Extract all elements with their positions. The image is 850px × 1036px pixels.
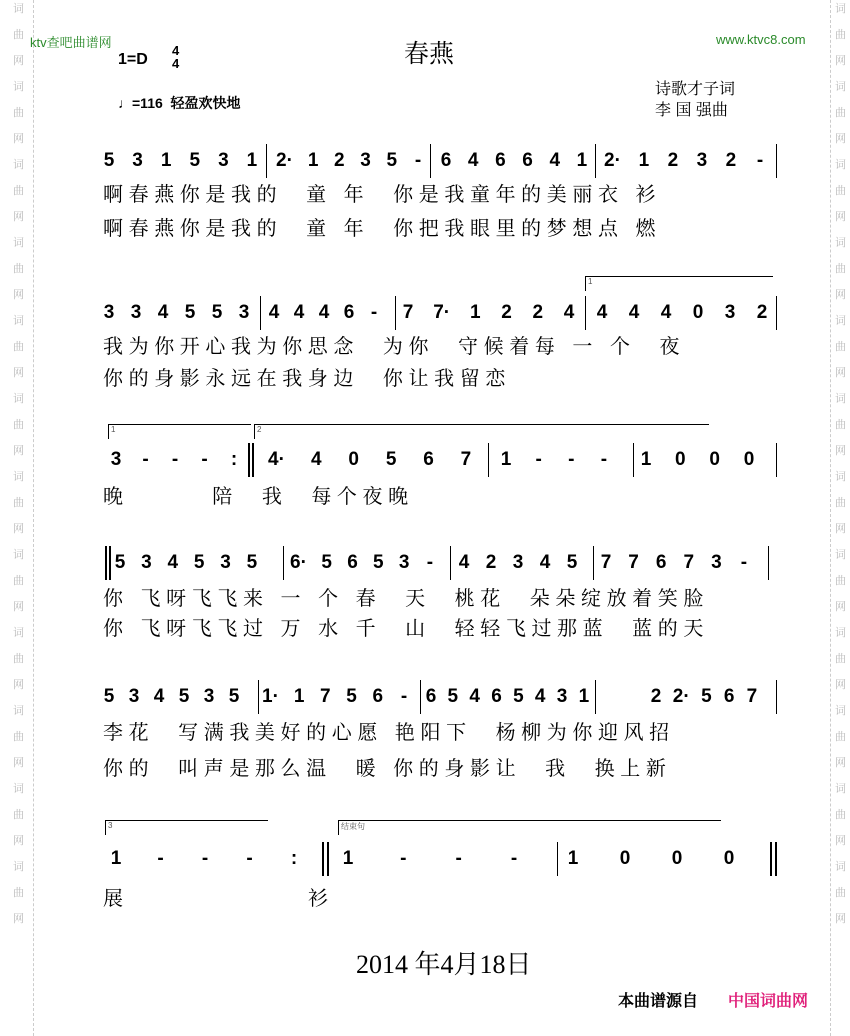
watermark-char: 曲 bbox=[835, 653, 846, 665]
note: 4 bbox=[549, 150, 561, 171]
lyric-line: 李花 写满我美好的心愿 艳阳下 杨柳为你迎风招 bbox=[103, 720, 675, 744]
watermark-char: 词 bbox=[835, 861, 846, 873]
measure bbox=[268, 449, 472, 471]
watermark-char: 曲 bbox=[835, 29, 846, 41]
note: 6 bbox=[491, 686, 502, 707]
barline bbox=[488, 443, 489, 477]
barline bbox=[776, 296, 777, 330]
watermark-char: 网 bbox=[835, 211, 846, 223]
note: 6 bbox=[495, 150, 506, 171]
note: 2· bbox=[276, 150, 293, 171]
watermark-char: 网 bbox=[835, 679, 846, 691]
watermark-char: 曲 bbox=[13, 107, 24, 119]
barline bbox=[420, 680, 421, 714]
lyric-line: 我为你开心我为你思念 为你 守候着每 一 个 夜 bbox=[103, 334, 686, 358]
note: 7 bbox=[460, 449, 472, 470]
barline bbox=[768, 546, 769, 580]
note: 4 bbox=[563, 302, 575, 323]
barline bbox=[585, 296, 586, 330]
watermark-char: 曲 bbox=[13, 419, 24, 431]
watermark-char: 词 bbox=[13, 159, 24, 171]
measure bbox=[110, 449, 240, 471]
note: 4 bbox=[268, 302, 280, 323]
measure bbox=[114, 552, 258, 574]
note: 6 bbox=[440, 150, 452, 171]
watermark-char: 网 bbox=[835, 523, 846, 535]
note: - bbox=[426, 552, 434, 573]
note: 5 bbox=[178, 686, 190, 707]
watermark-char: 网 bbox=[13, 835, 24, 847]
watermark-char: 词 bbox=[835, 159, 846, 171]
watermark-char: 词 bbox=[13, 705, 24, 717]
watermark-char: 词 bbox=[13, 393, 24, 405]
measure bbox=[458, 552, 578, 574]
note: - bbox=[400, 848, 407, 869]
watermark-char: 曲 bbox=[13, 809, 24, 821]
watermark-char: 曲 bbox=[13, 653, 24, 665]
note: 2 bbox=[485, 552, 497, 573]
measure bbox=[640, 449, 755, 471]
site-url-right[interactable]: www.ktvc8.com bbox=[716, 32, 806, 47]
watermark-char: 网 bbox=[13, 445, 24, 457]
note: - bbox=[510, 848, 518, 869]
barline bbox=[776, 680, 777, 714]
barline bbox=[252, 443, 254, 477]
note: : bbox=[230, 449, 238, 470]
barline bbox=[450, 546, 451, 580]
note: 5 bbox=[566, 552, 578, 573]
note: 6 bbox=[423, 449, 434, 470]
barline bbox=[109, 546, 111, 580]
note: 4 bbox=[318, 302, 330, 323]
note: 3 bbox=[724, 302, 736, 323]
note: 4 bbox=[293, 302, 305, 323]
volta-bracket: 2 bbox=[254, 424, 709, 439]
watermark-char: 曲 bbox=[13, 497, 24, 509]
note: 7 bbox=[320, 686, 331, 707]
volta-bracket: 1 bbox=[108, 424, 251, 439]
song-title: 春燕 bbox=[404, 39, 455, 68]
note: 5 bbox=[701, 686, 712, 707]
note: 5 bbox=[385, 449, 397, 470]
note: 3 bbox=[238, 302, 250, 323]
watermark-char: 曲 bbox=[835, 263, 846, 275]
note: 7· bbox=[433, 302, 451, 323]
watermark-char: 网 bbox=[13, 523, 24, 535]
note: 1 bbox=[246, 150, 258, 171]
watermark-char: 词 bbox=[13, 315, 24, 327]
note: 4 bbox=[660, 302, 672, 323]
note: 6 bbox=[347, 552, 358, 573]
note: 1 bbox=[110, 848, 122, 869]
watermark-char: 词 bbox=[835, 627, 846, 639]
note: 4 bbox=[153, 686, 165, 707]
note: 1 bbox=[470, 302, 481, 323]
watermark-char: 曲 bbox=[835, 731, 846, 743]
time-sig-top: 4 bbox=[172, 43, 180, 58]
note: - bbox=[400, 686, 408, 707]
note: 5 bbox=[193, 552, 205, 573]
note: 7 bbox=[683, 552, 695, 573]
barline bbox=[593, 546, 594, 580]
watermark-char: 词 bbox=[13, 783, 24, 795]
watermark-char: 曲 bbox=[13, 341, 24, 353]
watermark-char: 曲 bbox=[835, 341, 846, 353]
watermark-char: 词 bbox=[835, 549, 846, 561]
note: 5 bbox=[114, 552, 126, 573]
measure bbox=[500, 449, 610, 471]
note: 1 bbox=[578, 686, 590, 707]
note: 7 bbox=[628, 552, 639, 573]
barline bbox=[430, 144, 431, 178]
note: - bbox=[201, 848, 209, 869]
barline bbox=[775, 842, 777, 876]
note: - bbox=[756, 150, 764, 171]
note: 0 bbox=[619, 848, 631, 869]
watermark-char: 词 bbox=[835, 393, 846, 405]
note: - bbox=[201, 449, 208, 470]
lyric-line: 你的 叫声是那么温 暖 你的身影让 我 换上新 bbox=[103, 756, 672, 780]
barline bbox=[322, 842, 324, 876]
lyric-line: 你 飞呀飞飞来 一 个 春 天 桃花 朵朵绽放着笑脸 bbox=[103, 586, 709, 610]
note: 1 bbox=[160, 150, 172, 171]
watermark-char: 曲 bbox=[13, 185, 24, 197]
note: 5 bbox=[373, 552, 384, 573]
site-name-left[interactable]: ktv查吧曲谱网 bbox=[30, 35, 112, 50]
lyric-line: 晚 陪 我 每个夜晚 bbox=[103, 484, 414, 508]
measure bbox=[440, 150, 588, 172]
watermark-char: 网 bbox=[835, 367, 846, 379]
note: 6 bbox=[372, 686, 384, 707]
watermark-char: 词 bbox=[835, 471, 846, 483]
note: - bbox=[455, 848, 462, 869]
note: 4 bbox=[157, 302, 169, 323]
source-site-link[interactable]: 中国词曲网 bbox=[728, 993, 809, 1010]
volta-bracket: 1 bbox=[585, 276, 773, 291]
barline bbox=[776, 144, 777, 178]
watermark-char: 词 bbox=[13, 549, 24, 561]
watermark-char: 曲 bbox=[835, 419, 846, 431]
measure bbox=[103, 686, 240, 708]
watermark-char: 网 bbox=[835, 445, 846, 457]
watermark-left bbox=[4, 0, 34, 1036]
barline bbox=[258, 680, 259, 714]
note: 0 bbox=[743, 449, 755, 470]
note: 1 bbox=[638, 150, 650, 171]
note: 2 bbox=[501, 302, 512, 323]
note: 5 bbox=[346, 686, 357, 707]
measure bbox=[290, 552, 436, 574]
note: 5 bbox=[513, 686, 524, 707]
note: 0 bbox=[692, 302, 704, 323]
barline bbox=[395, 296, 396, 330]
watermark-char: 词 bbox=[13, 471, 24, 483]
note: : bbox=[290, 848, 298, 869]
note: - bbox=[171, 449, 179, 470]
watermark-char: 词 bbox=[13, 81, 24, 93]
measure bbox=[650, 686, 758, 708]
watermark-char: 曲 bbox=[835, 107, 846, 119]
watermark-char: 曲 bbox=[13, 575, 24, 587]
watermark-right bbox=[830, 0, 850, 1036]
note: 6· bbox=[290, 552, 307, 573]
note: 2· bbox=[672, 686, 690, 707]
note: 3 bbox=[141, 552, 152, 573]
note: 3 bbox=[512, 552, 524, 573]
lyric-line: 啊春燕你是我的 童 年 你是我童年的美丽衣 衫 bbox=[103, 182, 662, 206]
tempo-marking: ♩=116 轻盈欢快地 bbox=[118, 95, 241, 111]
barline bbox=[770, 842, 772, 876]
note: 1 bbox=[342, 848, 354, 869]
note: 1 bbox=[307, 150, 319, 171]
note: 4 bbox=[467, 150, 479, 171]
watermark-char: 曲 bbox=[835, 185, 846, 197]
note: 6 bbox=[723, 686, 735, 707]
note: 2 bbox=[532, 302, 544, 323]
note: - bbox=[142, 449, 149, 470]
watermark-char: 网 bbox=[13, 367, 24, 379]
note: 3 bbox=[398, 552, 410, 573]
volta-bracket: 3 bbox=[105, 820, 268, 835]
watermark-char: 曲 bbox=[835, 575, 846, 587]
note: 3 bbox=[130, 302, 142, 323]
barline bbox=[266, 144, 267, 178]
note: 1 bbox=[500, 449, 512, 470]
note: 2· bbox=[604, 150, 621, 171]
note: 4 bbox=[596, 302, 608, 323]
note: - bbox=[740, 552, 748, 573]
note: 5 bbox=[189, 150, 201, 171]
note: 0 bbox=[723, 848, 735, 869]
note: - bbox=[600, 449, 608, 470]
note: 1 bbox=[293, 686, 305, 707]
note: 5 bbox=[184, 302, 196, 323]
note: 4 bbox=[458, 552, 470, 573]
watermark-char: 网 bbox=[835, 913, 846, 925]
note: 0 bbox=[675, 449, 686, 470]
watermark-char: 曲 bbox=[13, 731, 24, 743]
watermark-char: 网 bbox=[835, 55, 846, 67]
note: 3 bbox=[132, 150, 143, 171]
lyric-line: 啊春燕你是我的 童 年 你把我眼里的梦想点 燃 bbox=[103, 216, 662, 240]
note: 7 bbox=[402, 302, 414, 323]
note: 5 bbox=[447, 686, 459, 707]
note: - bbox=[414, 150, 422, 171]
barline bbox=[248, 443, 250, 477]
note: 4 bbox=[167, 552, 179, 573]
note: 6 bbox=[343, 302, 355, 323]
watermark-char: 网 bbox=[835, 835, 846, 847]
measure bbox=[596, 302, 768, 324]
note: 6 bbox=[655, 552, 667, 573]
measure bbox=[342, 848, 520, 870]
note: 2 bbox=[334, 150, 345, 171]
measure bbox=[268, 302, 380, 324]
lyric-line: 展 衫 bbox=[103, 886, 334, 910]
measure bbox=[262, 686, 410, 708]
note: 4 bbox=[534, 686, 546, 707]
watermark-char: 网 bbox=[835, 289, 846, 301]
barline bbox=[776, 443, 777, 477]
note: - bbox=[370, 302, 378, 323]
measure bbox=[567, 848, 735, 870]
note: 4 bbox=[469, 686, 480, 707]
watermark-char: 词 bbox=[835, 81, 846, 93]
barline bbox=[557, 842, 558, 876]
lyric-line: 你 飞呀飞飞过 万 水 千 山 轻轻飞过那蓝 蓝的天 bbox=[103, 616, 709, 640]
note: 0 bbox=[348, 449, 359, 470]
lyricist: 诗歌才子词 bbox=[655, 81, 736, 98]
barline bbox=[105, 546, 107, 580]
measure bbox=[600, 552, 750, 574]
note: 5 bbox=[103, 686, 115, 707]
note: 3 bbox=[203, 686, 215, 707]
watermark-char: 网 bbox=[13, 211, 24, 223]
source-label: 本曲谱源自 bbox=[618, 993, 699, 1010]
note: - bbox=[246, 848, 253, 869]
note: 5 bbox=[246, 552, 258, 573]
measure bbox=[425, 686, 590, 708]
time-signature bbox=[172, 44, 179, 70]
watermark-char: 曲 bbox=[835, 497, 846, 509]
note: 1 bbox=[576, 150, 588, 171]
note: 2 bbox=[756, 302, 768, 323]
note: 5 bbox=[321, 552, 332, 573]
note: 5 bbox=[211, 302, 223, 323]
note: 3 bbox=[220, 552, 231, 573]
watermark-char: 网 bbox=[13, 55, 24, 67]
note: 3 bbox=[711, 552, 722, 573]
note: 1 bbox=[567, 848, 579, 869]
note: 1 bbox=[640, 449, 652, 470]
watermark-char: 曲 bbox=[13, 263, 24, 275]
note: - bbox=[535, 449, 542, 470]
key-signature: 1=D bbox=[118, 51, 148, 68]
note: 3 bbox=[696, 150, 708, 171]
measure bbox=[103, 302, 250, 324]
composer: 李 国 强曲 bbox=[655, 102, 728, 119]
measure bbox=[604, 150, 766, 172]
note: - bbox=[568, 449, 575, 470]
note: 2 bbox=[725, 150, 737, 171]
note: 7 bbox=[600, 552, 612, 573]
note: 4 bbox=[539, 552, 551, 573]
watermark-char: 曲 bbox=[835, 887, 846, 899]
note: 5 bbox=[228, 686, 240, 707]
watermark-char: 词 bbox=[835, 315, 846, 327]
note: 4· bbox=[268, 449, 285, 470]
note: 3 bbox=[360, 150, 371, 171]
watermark-char: 网 bbox=[13, 133, 24, 145]
note: 1· bbox=[262, 686, 279, 707]
date: 2014 年4月18日 bbox=[356, 950, 532, 979]
watermark-char: 网 bbox=[835, 601, 846, 613]
watermark-char: 网 bbox=[835, 133, 846, 145]
note: 3 bbox=[103, 302, 115, 323]
note: 6 bbox=[522, 150, 533, 171]
note: 7 bbox=[746, 686, 758, 707]
note: 5 bbox=[386, 150, 398, 171]
note: 0 bbox=[709, 449, 720, 470]
measure bbox=[402, 302, 575, 324]
watermark-char: 曲 bbox=[13, 29, 24, 41]
watermark-char: 网 bbox=[13, 757, 24, 769]
watermark-char: 词 bbox=[835, 705, 846, 717]
note: 4 bbox=[311, 449, 322, 470]
barline bbox=[633, 443, 634, 477]
note: 2 bbox=[667, 150, 679, 171]
measure bbox=[276, 150, 424, 172]
watermark-char: 网 bbox=[13, 289, 24, 301]
watermark-char: 网 bbox=[13, 679, 24, 691]
watermark-char: 网 bbox=[13, 601, 24, 613]
barline bbox=[260, 296, 261, 330]
measure bbox=[103, 150, 258, 172]
note: 3 bbox=[110, 449, 122, 470]
watermark-char: 词 bbox=[13, 627, 24, 639]
time-sig-bottom: 4 bbox=[172, 56, 180, 71]
note: 4 bbox=[628, 302, 640, 323]
barline bbox=[327, 842, 329, 876]
watermark-char: 曲 bbox=[835, 809, 846, 821]
note: - bbox=[157, 848, 164, 869]
watermark-char: 词 bbox=[13, 237, 24, 249]
volta-bracket: 结束句 bbox=[338, 820, 721, 835]
watermark-char: 词 bbox=[13, 3, 24, 15]
note: 3 bbox=[556, 686, 568, 707]
watermark-char: 词 bbox=[835, 3, 846, 15]
note: 0 bbox=[671, 848, 683, 869]
barline bbox=[283, 546, 284, 580]
note: 3 bbox=[218, 150, 229, 171]
lyric-line: 你的身影永远在我身边 你让我留恋 bbox=[103, 366, 511, 390]
note: 6 bbox=[425, 686, 437, 707]
note: 2 bbox=[650, 686, 662, 707]
watermark-char: 词 bbox=[13, 861, 24, 873]
barline bbox=[595, 144, 596, 178]
note: 5 bbox=[103, 150, 115, 171]
watermark-char: 曲 bbox=[13, 887, 24, 899]
barline bbox=[595, 680, 596, 714]
note: 3 bbox=[128, 686, 140, 707]
watermark-char: 词 bbox=[835, 783, 846, 795]
measure bbox=[110, 848, 300, 870]
watermark-char: 网 bbox=[13, 913, 24, 925]
watermark-char: 词 bbox=[835, 237, 846, 249]
watermark-char: 网 bbox=[835, 757, 846, 769]
